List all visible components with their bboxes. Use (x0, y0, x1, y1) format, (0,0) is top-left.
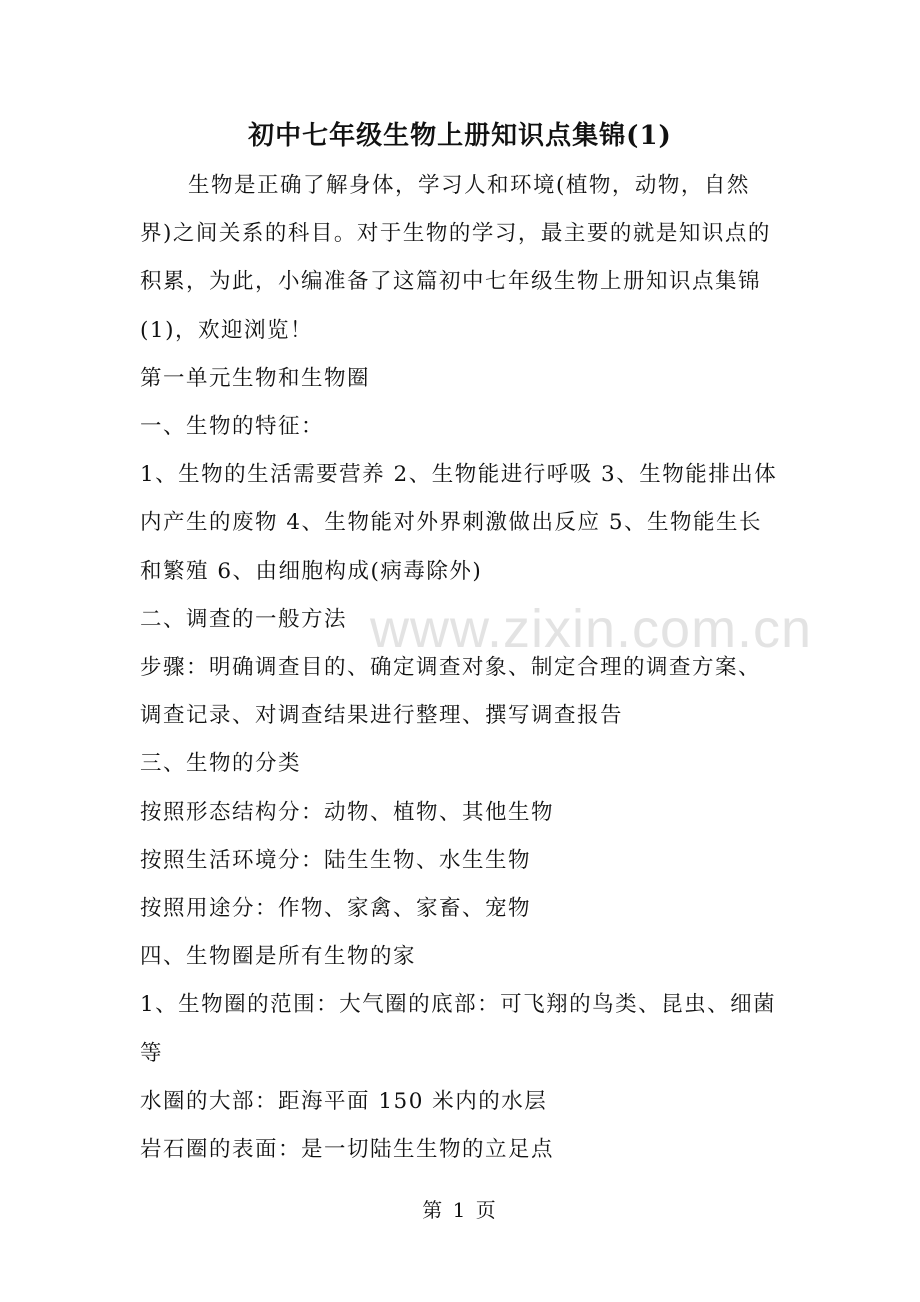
section-heading: 三、生物的分类 (140, 751, 302, 777)
document-title: 初中七年级生物上册知识点集锦(1) (248, 121, 672, 151)
body-paragraph: 按照生活环境分：陆生生物、水生生物 (140, 847, 532, 873)
body-paragraph: 水圈的大部：距海平面 150 米内的水层 (140, 1088, 548, 1114)
watermark: www.zixin.com.cn (370, 599, 813, 659)
body-paragraph: 步骤：明确调查目的、确定调查对象、制定合理的调查方案、调查记录、对调查结果进行整理、撰写调查报告 (140, 655, 762, 729)
section-heading: 二、调查的一般方法 (140, 606, 348, 632)
unit-heading: 第一单元生物和生物圈 (140, 365, 371, 391)
body-paragraph: 1、生物圈的范围：大气圈的底部：可飞翔的鸟类、昆虫、细菌等 (140, 992, 777, 1066)
intro-paragraph: 生物是正确了解身体，学习人和环境(植物，动物，自然界)之间关系的科目。对于生物的学习，最主要的就是知识点的积累，为此，小编准备了这篇初中七年级生物上册知识点集锦(1)，欢迎浏览！ (140, 173, 771, 343)
body-paragraph: 按照用途分：作物、家禽、家畜、宠物 (140, 896, 532, 922)
section-heading: 一、生物的特征： (140, 414, 325, 440)
body-paragraph: 岩石圈的表面：是一切陆生生物的立足点 (140, 1137, 555, 1163)
body-paragraph: 1、生物的生活需要营养 2、生物能进行呼吸 3、生物能排出体内产生的废物 4、生物能对外界刺激做出反应 5、生物能生长和繁殖 6、由细胞构成(病毒除外) (140, 462, 778, 584)
document-body (140, 162, 780, 1174)
section-heading: 四、生物圈是所有生物的家 (140, 944, 417, 970)
page-footer: 第 1 页 (422, 1198, 498, 1222)
body-paragraph: 按照形态结构分：动物、植物、其他生物 (140, 799, 555, 825)
